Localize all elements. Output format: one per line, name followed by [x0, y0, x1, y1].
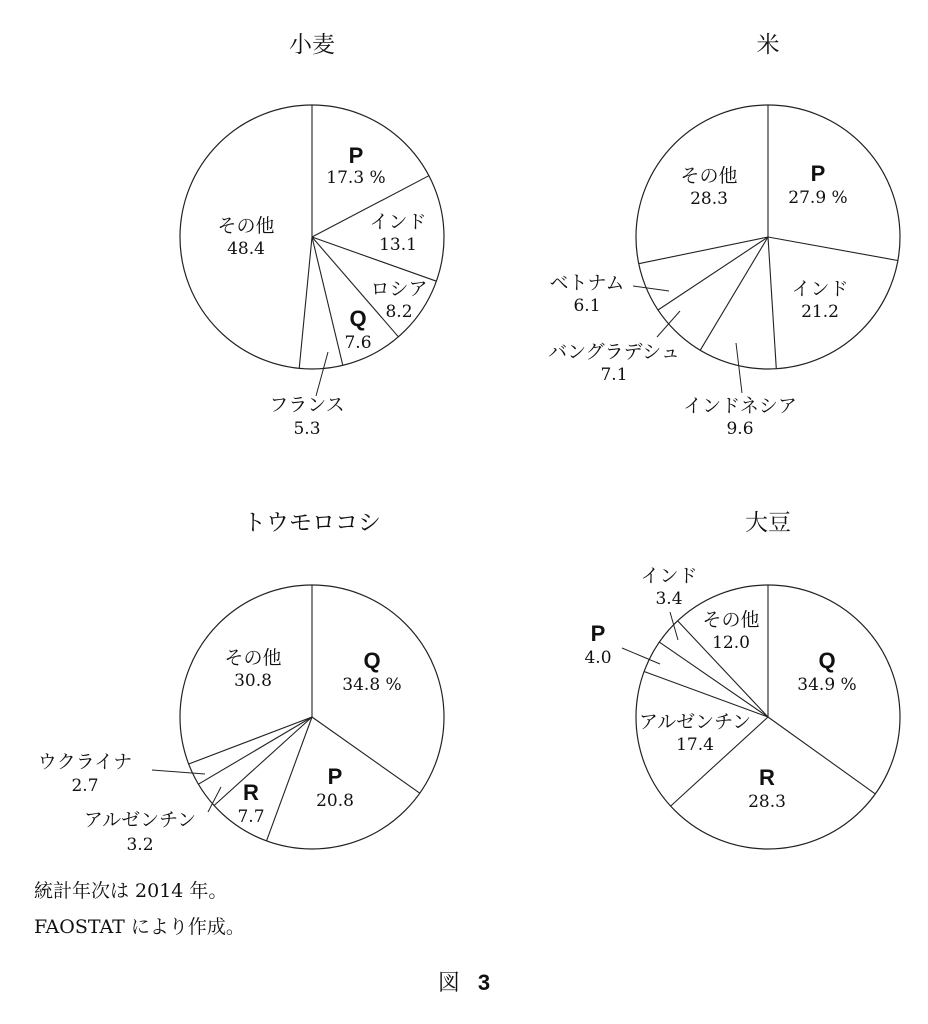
slice-value: 17.4 [676, 735, 714, 755]
slice-label: アルゼンチン [83, 809, 197, 831]
slice-label: ロシア [370, 278, 428, 300]
pie-slice-3 [237, 780, 264, 827]
pie-slice-6 [702, 609, 759, 653]
pie-slice-5 [549, 272, 669, 316]
slice-value: 7.1 [600, 365, 628, 385]
pie-slice-boundary [659, 642, 768, 717]
pie-chart-4 [584, 510, 900, 849]
slice-leader-line [152, 770, 205, 774]
pie-slice-boundary [768, 717, 875, 794]
chart-title: トウモロコシ [243, 510, 381, 536]
pie-slice-3 [370, 278, 427, 322]
pie-chart-3 [38, 510, 444, 855]
pie-slice-2 [748, 765, 786, 812]
chart-title: 小麦 [289, 32, 335, 58]
slice-value: 21.2 [801, 302, 839, 322]
slice-label: ベトナム [549, 272, 625, 294]
note-data-source: FAOSTAT により作成。 [34, 916, 245, 938]
slice-value: 4.0 [584, 648, 612, 668]
slice-label: Q [818, 648, 836, 673]
slice-label: ウクライナ [37, 751, 133, 773]
slice-value: 27.9 % [788, 188, 848, 208]
slice-label: インド [369, 211, 427, 233]
pie-slice-boundary [768, 237, 898, 261]
slice-label: Q [349, 306, 367, 331]
pie-slice-boundary [189, 717, 312, 764]
slice-value: 13.1 [379, 235, 417, 255]
pie-slice-2 [316, 764, 354, 811]
pie-slice-boundary [214, 717, 312, 806]
pie-slice-4 [344, 306, 371, 353]
pie-slice-boundary [768, 237, 776, 369]
slice-value: 48.4 [227, 239, 265, 259]
pie-slice-6 [224, 647, 281, 691]
slice-value: 20.8 [316, 791, 354, 811]
slice-label: その他 [224, 647, 282, 669]
slice-label: P [590, 621, 606, 646]
slice-label: インド [640, 565, 698, 587]
slice-label: P [810, 161, 826, 186]
slice-value: 6.1 [573, 296, 601, 316]
slice-value: 7.6 [344, 333, 372, 353]
slice-value: 9.6 [726, 419, 754, 439]
slice-value: 12.0 [712, 633, 750, 653]
pie-slice-1 [342, 648, 401, 695]
slice-label: P [348, 143, 364, 168]
slice-leader-line [670, 612, 678, 640]
slice-value: 30.8 [234, 671, 272, 691]
pie-chart-1 [180, 32, 444, 439]
slice-leader-line [736, 343, 742, 393]
pie-slice-boundary [267, 717, 313, 841]
slice-label: R [759, 765, 775, 790]
pie-slice-1 [797, 648, 856, 695]
slice-value: 2.7 [71, 776, 99, 796]
slice-leader-line [316, 352, 328, 396]
pie-slice-2 [791, 278, 848, 322]
slice-label: フランス [269, 394, 345, 416]
slice-label: その他 [217, 215, 275, 237]
slice-label: R [243, 780, 259, 805]
slice-label: インドネシア [683, 395, 797, 417]
slice-leader-line [208, 787, 221, 812]
figure-caption-prefix: 図 [437, 971, 460, 996]
slice-leader-line [633, 286, 669, 291]
slice-leader-line [657, 311, 680, 337]
figure-notes [34, 873, 245, 945]
slice-label: その他 [702, 609, 760, 631]
slice-value: 28.3 [748, 792, 786, 812]
slice-value: 17.3 % [326, 168, 386, 188]
slice-value: 3.4 [655, 589, 683, 609]
pie-slice-2 [369, 211, 426, 255]
slice-label: P [327, 764, 343, 789]
pie-slice-boundary [700, 237, 768, 350]
pie-slice-boundary [312, 237, 343, 365]
pie-slice-1 [788, 161, 847, 208]
slice-value: 34.8 % [342, 675, 402, 695]
slice-value: 28.3 [690, 189, 728, 209]
chart-title: 大豆 [745, 510, 791, 536]
slice-label: その他 [680, 165, 738, 187]
slice-value: 7.7 [237, 807, 265, 827]
slice-value: 3.2 [126, 835, 154, 855]
pie-slice-5 [640, 565, 697, 640]
pie-slice-4 [84, 787, 221, 855]
pie-slice-1 [326, 143, 385, 188]
figure-caption [0, 966, 928, 997]
slice-label: バングラデシュ [548, 341, 680, 363]
pie-slice-boundary [299, 237, 312, 368]
chart-title: 米 [756, 32, 780, 58]
slice-value: 34.9 % [797, 675, 857, 695]
slice-value: 8.2 [385, 302, 413, 322]
slice-label: Q [363, 648, 381, 673]
pie-slice-boundary [198, 717, 312, 784]
pie-slice-3 [683, 343, 797, 439]
slice-label: アルゼンチン [638, 711, 752, 733]
pie-slice-6 [217, 215, 274, 259]
note-statistics-year: 統計年次は 2014 年。 [34, 880, 228, 902]
slice-value: 5.3 [293, 419, 321, 439]
pie-chart-2 [548, 32, 900, 439]
pie-slice-5 [38, 751, 205, 796]
pie-slice-6 [680, 165, 737, 209]
figure-caption-number: 3 [477, 970, 491, 995]
pie-slice-4 [548, 311, 680, 385]
slice-label: インド [791, 278, 849, 300]
